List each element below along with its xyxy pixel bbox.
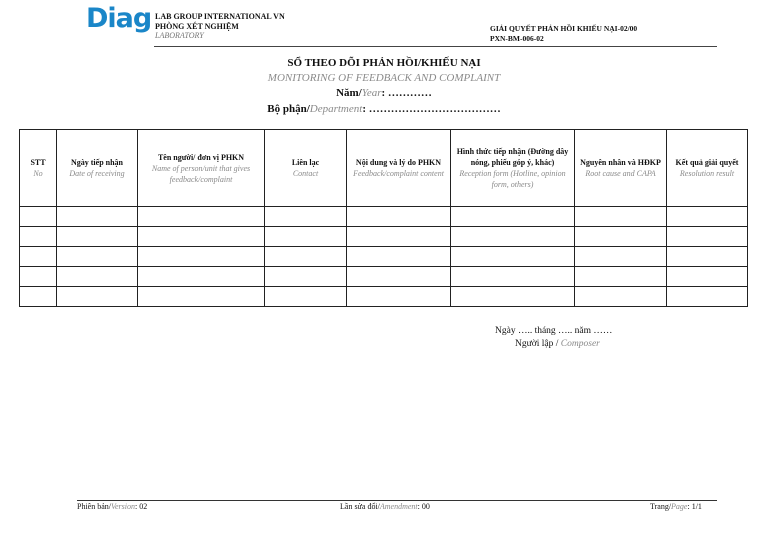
year-label-vi: Năm/	[336, 87, 362, 99]
table-row	[20, 267, 748, 287]
table-cell[interactable]	[451, 247, 575, 267]
header-divider	[154, 46, 717, 47]
year-value: : …………	[381, 87, 432, 99]
table-cell[interactable]	[347, 287, 451, 307]
year-line	[0, 87, 768, 99]
lab-name-vi: PHÒNG XÉT NGHIỆM	[155, 21, 239, 31]
col-header-reception: Hình thức tiếp nhận (Đường dây nóng, phiếu góp ý, khác) Reception form (Hotline, opinion form, others)	[451, 130, 575, 207]
table-cell[interactable]	[20, 247, 57, 267]
year-label-en: Year	[361, 87, 382, 99]
table-cell[interactable]	[138, 227, 265, 247]
table-cell[interactable]	[575, 267, 667, 287]
table-cell[interactable]	[265, 267, 347, 287]
col-header-result: Kết quả giải quyết Resolution result	[667, 130, 748, 207]
table-cell[interactable]	[575, 247, 667, 267]
table-header-row	[20, 130, 748, 207]
lab-name-en: LABORATORY	[155, 31, 204, 40]
table-cell[interactable]	[575, 207, 667, 227]
table-cell[interactable]	[451, 227, 575, 247]
diag-logo: Diag	[86, 3, 152, 34]
table-cell[interactable]	[57, 267, 138, 287]
table-row	[20, 227, 748, 247]
col-header-content: Nội dung và lý do PHKN Feedback/complaint content	[347, 130, 451, 207]
table-cell[interactable]	[265, 247, 347, 267]
lab-name: LAB GROUP INTERNATIONAL VN	[155, 12, 285, 21]
form-code: PXN-BM-006-02	[490, 33, 544, 43]
col-header-contact: Liên lạc Contact	[265, 130, 347, 207]
dept-value: : ………………………………	[362, 103, 501, 115]
table-cell[interactable]	[667, 207, 748, 227]
table-row	[20, 247, 748, 267]
table-cell[interactable]	[138, 267, 265, 287]
table-cell[interactable]	[138, 247, 265, 267]
form-title: GIẢI QUYẾT PHẢN HỒI KHIẾU NẠI-02/00	[490, 24, 638, 33]
col-header-root-cause: Nguyên nhân và HĐKP Root cause and CAPA	[575, 130, 667, 207]
signature-date: Ngày ….. tháng ….. năm ……	[495, 326, 613, 336]
title-en: MONITORING OF FEEDBACK AND COMPLAINT	[267, 72, 501, 84]
title-vi: SỔ THEO DÕI PHẢN HỒI/KHIẾU NẠI	[287, 57, 481, 69]
table-cell[interactable]	[265, 207, 347, 227]
table-cell[interactable]	[57, 207, 138, 227]
table-cell[interactable]	[667, 287, 748, 307]
composer-label-en: Composer	[560, 339, 600, 349]
form-info	[490, 24, 637, 43]
table-cell[interactable]	[347, 207, 451, 227]
table-cell[interactable]	[57, 247, 138, 267]
table-cell[interactable]	[347, 247, 451, 267]
table-cell[interactable]	[451, 287, 575, 307]
table-cell[interactable]	[667, 267, 748, 287]
col-header-no: STT No	[20, 130, 57, 207]
composer-label-vi: Người lập /	[515, 339, 561, 349]
footer-amendment: Lần sửa đổi/Amendment: 00	[340, 502, 430, 511]
table-cell[interactable]	[20, 207, 57, 227]
col-header-date: Ngày tiếp nhận Date of receiving	[57, 130, 138, 207]
table-cell[interactable]	[347, 227, 451, 247]
footer-version: Phiên bản/Version: 02	[77, 502, 148, 511]
table-cell[interactable]	[57, 227, 138, 247]
table-cell[interactable]	[20, 227, 57, 247]
department-line	[0, 103, 768, 115]
table-cell[interactable]	[347, 267, 451, 287]
table-cell[interactable]	[57, 287, 138, 307]
table-cell[interactable]	[265, 287, 347, 307]
footer-page: Trang/Page: 1/1	[650, 502, 702, 511]
table-cell[interactable]	[451, 207, 575, 227]
table-cell[interactable]	[667, 227, 748, 247]
table-cell[interactable]	[451, 267, 575, 287]
table-cell[interactable]	[265, 227, 347, 247]
dept-label-en: Department	[309, 103, 363, 115]
table-cell[interactable]	[575, 287, 667, 307]
table-cell[interactable]	[667, 247, 748, 267]
table-cell[interactable]	[20, 287, 57, 307]
table-cell[interactable]	[575, 227, 667, 247]
table-row	[20, 287, 748, 307]
footer-divider	[77, 500, 717, 501]
feedback-log-table	[19, 129, 748, 307]
table-cell[interactable]	[138, 287, 265, 307]
lab-info	[155, 12, 285, 41]
table-cell[interactable]	[138, 207, 265, 227]
signature-composer	[515, 339, 600, 349]
table-cell[interactable]	[20, 267, 57, 287]
document-header	[0, 0, 768, 50]
dept-label-vi: Bộ phận/	[267, 103, 310, 115]
table-row	[20, 207, 748, 227]
col-header-name: Tên người/ đơn vị PHKN Name of person/unit that gives feedback/complaint	[138, 130, 265, 207]
